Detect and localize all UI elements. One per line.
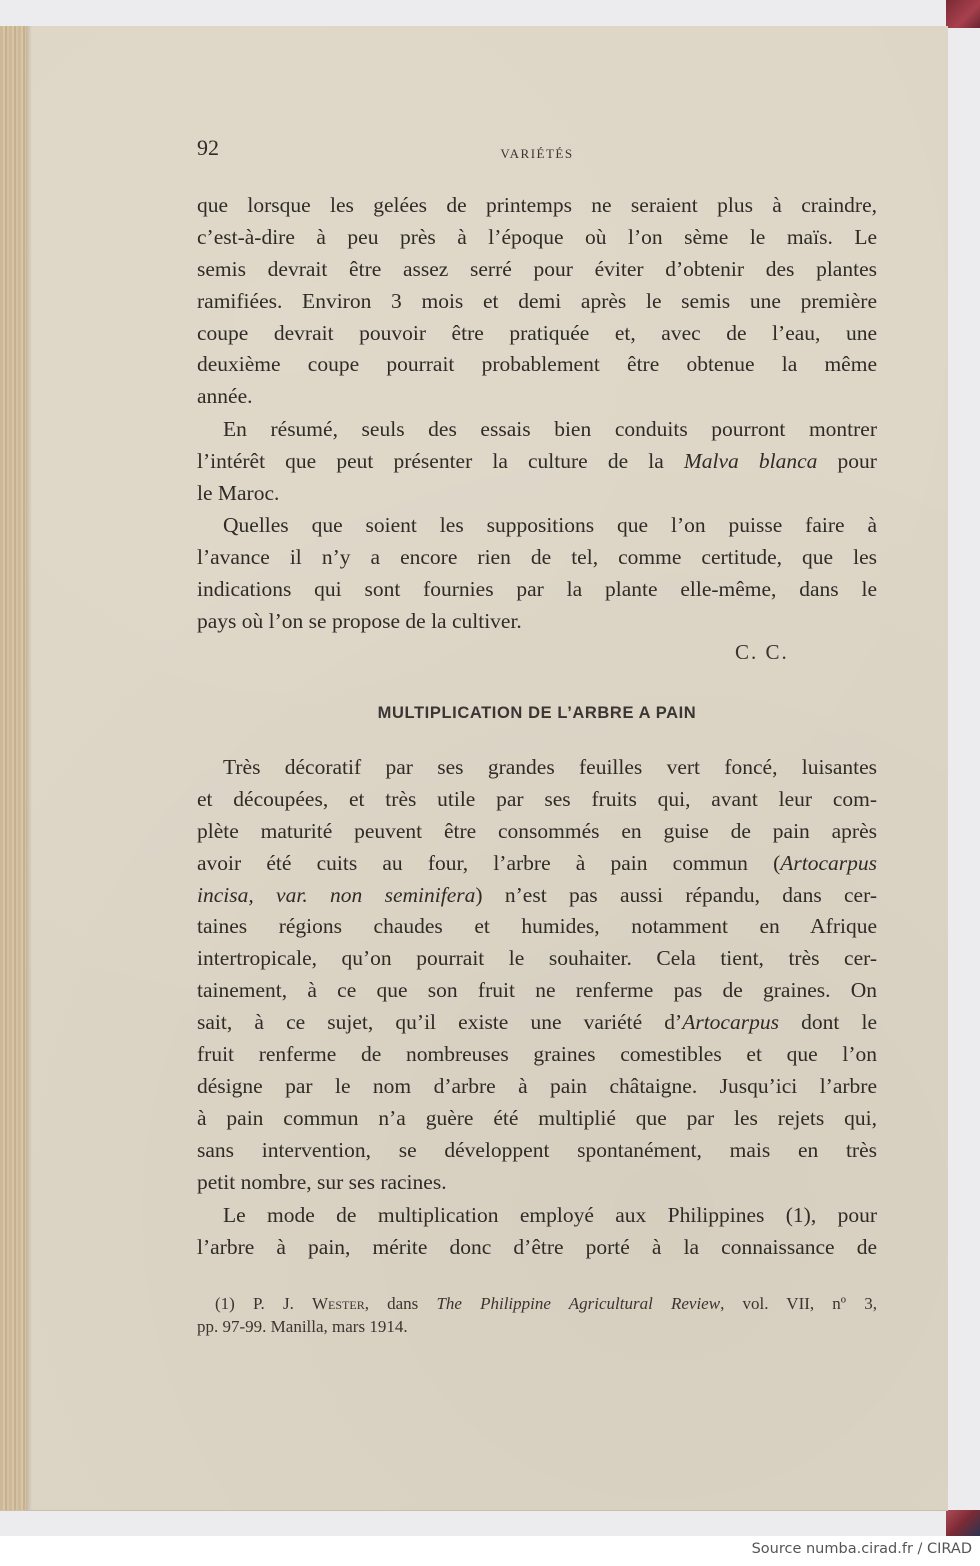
source-credit: Source numba.cirad.fr / CIRAD (751, 1541, 972, 1557)
text-line: plète maturité peuvent être consommés en guise de pain après (197, 818, 877, 843)
italic-genus-name: Artocarpus (780, 850, 877, 875)
section-heading: MULTIPLICATION DE L’ARBRE A PAIN (377, 704, 697, 722)
text-line: En résumé, seuls des essais bien conduits pourront montrer (223, 417, 877, 441)
text-line: c’est-à-dire à peu près à l’époque où l’on sème le maïs. Le (197, 224, 877, 249)
text-line: à pain commun n’a guère été multiplié que par les rejets qui, (197, 1105, 877, 1130)
text-line: pays où l’on se propose de la cultiver. (197, 608, 522, 633)
footnote-journal-title: The Philippine Agricultural Review (436, 1294, 721, 1313)
text-line: deuxième coupe pourrait probablement être obtenue la même (197, 352, 877, 377)
text-line: et découpées, et très utile par ses fruits qui, avant leur com- (197, 786, 877, 811)
running-header (197, 132, 877, 164)
footnote (197, 1293, 877, 1338)
text-line: sans intervention, se développent spontanément, mais en très (197, 1137, 877, 1162)
text-run: avoir été cuits au four, l’arbre à pain commun ( (197, 850, 781, 875)
text-line: ramifiées. Environ 3 mois et demi après le semis une première (197, 288, 877, 313)
text-run: l’intérêt que peut présenter la culture de la (197, 448, 684, 473)
running-title: VARIÉTÉS (500, 146, 574, 161)
footnote-marker: (1) P. J. (215, 1294, 312, 1313)
italic-species-name: Malva blanca (683, 448, 818, 473)
text-run: , dans (364, 1294, 437, 1313)
page-gutter-shadow (26, 26, 32, 1510)
text-line: Très décoratif par ses grandes feuilles vert foncé, luisantes (223, 755, 877, 779)
article1-paragraph-continued (197, 190, 877, 413)
text-line: que lorsque les gelées de printemps ne seraient plus à craindre, (197, 193, 877, 217)
text-line: petit nombre, sur ses racines. (197, 1169, 447, 1194)
text-line: l’avance il n’y a encore rien de tel, comme certitude, que les (197, 544, 877, 569)
text-line: le Maroc. (197, 480, 280, 505)
text-line (197, 848, 877, 880)
text-line: année. (197, 384, 253, 409)
footnote-line (197, 1293, 877, 1316)
footnote-line: pp. 97-99. Manilla, mars 1914. (197, 1316, 408, 1336)
italic-genus-name: Artocarpus (682, 1010, 779, 1035)
book-cover-corner-top (946, 0, 980, 28)
article1-paragraph-conclusion (197, 510, 877, 638)
italic-species-name: incisa, var. non seminifera (197, 882, 476, 907)
text-run: dont le (778, 1010, 877, 1035)
text-line: tainement, à ce que son fruit ne renferme pas de graines. On (197, 978, 877, 1003)
text-line: taines régions chaudes et humides, notamment en Afrique (197, 914, 877, 939)
text-line: l’arbre à pain, mérite donc d’être porté à la connaissance de (197, 1234, 877, 1259)
book-cover-corner-bottom (946, 1510, 980, 1536)
text-run: pour (817, 448, 877, 473)
text-line (197, 1007, 877, 1039)
text-run: sait, à ce sujet, qu’il existe une variété d’ (197, 1010, 683, 1035)
page-number: 92 (197, 135, 219, 160)
article2-paragraph-2 (197, 1200, 877, 1264)
text-line: Quelles que soient les suppositions que l’on puisse faire à (223, 513, 877, 537)
text-run: ) n’est pas aussi répandu, dans cer- (475, 882, 877, 907)
footnote-author: Wester (311, 1294, 365, 1313)
article2-paragraph-1 (197, 752, 877, 1198)
page-edge-stack (0, 26, 26, 1510)
text-line: intertropicale, qu’on pourrait le souhaiter. Cela tient, très cer- (197, 946, 877, 971)
text-line: coupe devrait pouvoir être pratiquée et, avec de l’eau, une (197, 320, 877, 345)
text-run: , vol. VII, nº 3, (720, 1294, 877, 1313)
author-signature: C. C. (735, 640, 789, 664)
text-line: Le mode de multiplication employé aux Philippines (1), pour (223, 1203, 877, 1227)
text-line: désigne par le nom d’arbre à pain châtaigne. Jusqu’ici l’arbre (197, 1073, 877, 1098)
text-line: fruit renferme de nombreuses graines comestibles et que l’on (197, 1042, 877, 1067)
text-line: indications qui sont fournies par la plante elle-même, dans le (197, 576, 877, 601)
text-line: semis devrait être assez serré pour éviter d’obtenir des plantes (197, 256, 877, 281)
article1-paragraph-summary (197, 414, 877, 510)
text-line (197, 880, 877, 912)
text-line (197, 446, 877, 478)
